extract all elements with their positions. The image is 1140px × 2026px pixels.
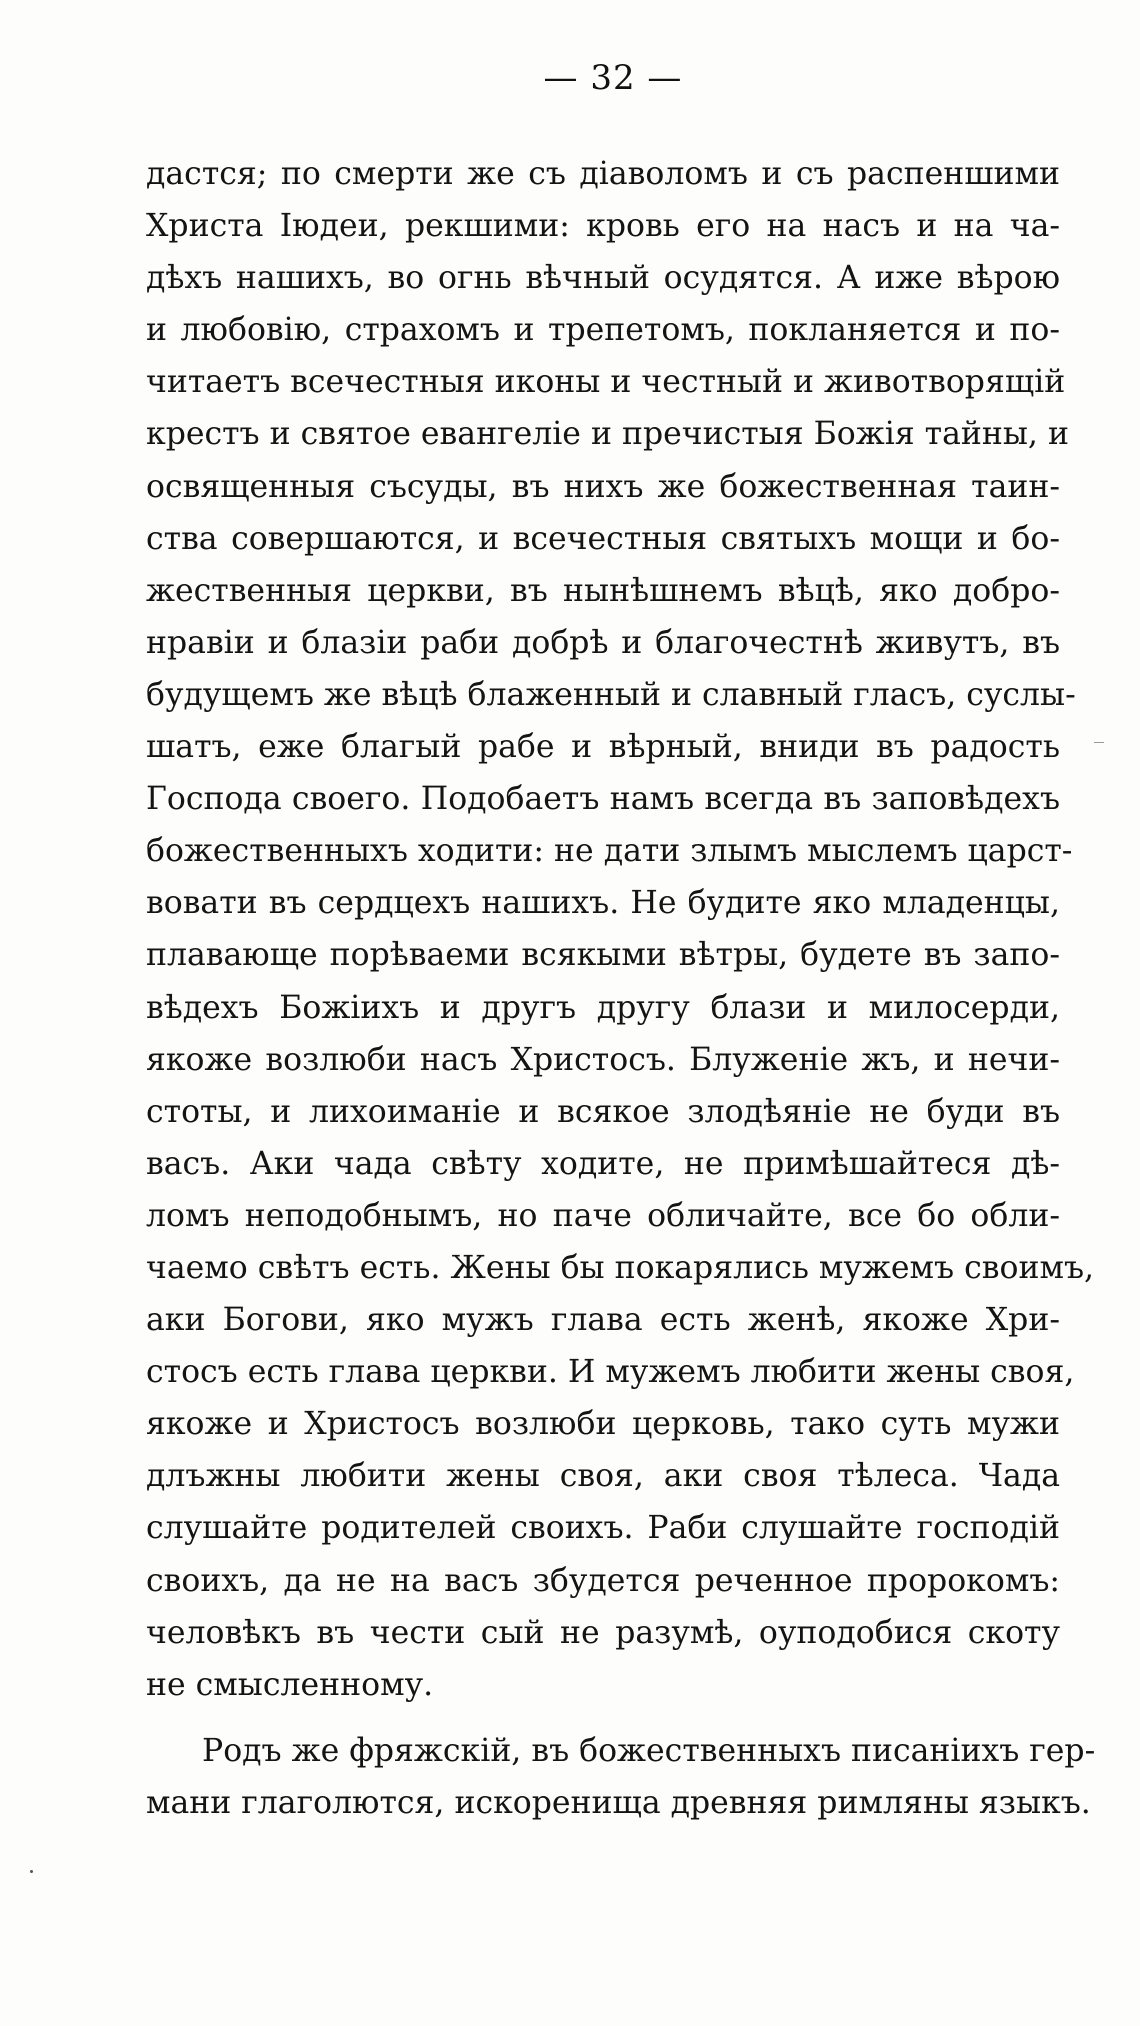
text-line: чаемо свѣтъ есть. Жены бы покарялись мужемъ своимъ, (146, 1249, 1094, 1286)
text-line: стосъ есть глава церкви. И мужемъ любити жены своя, (146, 1354, 1075, 1391)
text-line: читаетъ всечестныя иконы и честный и животворящій (146, 364, 1066, 401)
text-line: освященныя съсуды, въ нихъ же божественная таин- (146, 468, 1060, 505)
text-line: Христа Іюдеи, рекшими: кровь его на насъ и на ча- (146, 208, 1060, 245)
text-line: дастся; по смерти же съ діаволомъ и съ распеншими (146, 156, 1060, 192)
text-line: человѣкъ въ чести сый не разумѣ, оуподобися скоту (146, 1614, 1060, 1651)
page-number: — 32 — (543, 58, 683, 98)
paragraph-2 (146, 1725, 1096, 1829)
paper-speck (1094, 742, 1104, 743)
text-line: слушайте родителей своихъ. Раби слушайте господій (146, 1510, 1060, 1547)
paragraph-1 (146, 148, 1094, 1711)
text-line: дѣхъ нашихъ, во огнь вѣчный осудятся. А иже вѣрою (146, 260, 1060, 297)
text-line: будущемъ же вѣцѣ блаженный и славный гласъ, суслы- (146, 676, 1076, 713)
text-line: якоже возлюби насъ Христосъ. Блуженіе жъ, и нечи- (146, 1041, 1060, 1078)
text-line: стоты, и лихоиманіе и всякое злодѣяніе не буди въ (146, 1093, 1060, 1130)
text-line: вовати въ сердцехъ нашихъ. Не будите яко младенцы, (146, 885, 1060, 922)
text-line: крестъ и святое евангеліе и пречистыя Божія тайны, и (146, 416, 1069, 453)
body-text (146, 148, 1096, 1829)
paragraph-gap (146, 1711, 1060, 1725)
text-line: жественныя церкви, въ нынѣшнемъ вѣцѣ, яко добро- (146, 572, 1060, 609)
text-line: васъ. Аки чада свѣту ходите, не примѣшайтеся дѣ- (146, 1145, 1060, 1182)
text-line: вѣдехъ Божіихъ и другъ другу блази и милосерди, (146, 989, 1060, 1026)
text-line: нравіи и блазіи раби добрѣ и благочестнѣ живутъ, въ (146, 624, 1060, 661)
text-line: длъжны любити жены своя, аки своя тѣлеса. Чада (146, 1458, 1060, 1495)
text-line: плавающе порѣваеми всякыми вѣтры, будете въ запо- (146, 937, 1060, 974)
text-line: божественныхъ ходити: не дати злымъ мыслемъ царст- (146, 833, 1073, 870)
text-line: не смысленному. (146, 1666, 434, 1703)
text-line: Господа своего. Подобаетъ намъ всегда въ заповѣдехъ (146, 781, 1060, 818)
text-line: аки Богови, яко мужъ глава есть женѣ, якоже Хри- (146, 1302, 1060, 1339)
paper-speck (30, 1870, 33, 1873)
text-line: шатъ, еже благый рабе и вѣрный, вниди въ радость (146, 729, 1060, 766)
text-line: своихъ, да не на васъ збудется реченное пророкомъ: (146, 1562, 1060, 1599)
text-line: ломъ неподобнымъ, но паче обличайте, все бо обли- (146, 1197, 1060, 1234)
text-line: Родъ же фряжскій, въ божественныхъ писаніихъ гер- (202, 1732, 1096, 1769)
text-line: мани глаголются, искоренища древняя римляны языкъ. (146, 1784, 1091, 1821)
text-line: ства совершаются, и всечестныя святыхъ мощи и бо- (146, 520, 1060, 557)
text-line: и любовію, страхомъ и трепетомъ, покланяется и по- (146, 312, 1060, 349)
text-line: якоже и Христосъ возлюби церковь, тако суть мужи (146, 1406, 1060, 1443)
